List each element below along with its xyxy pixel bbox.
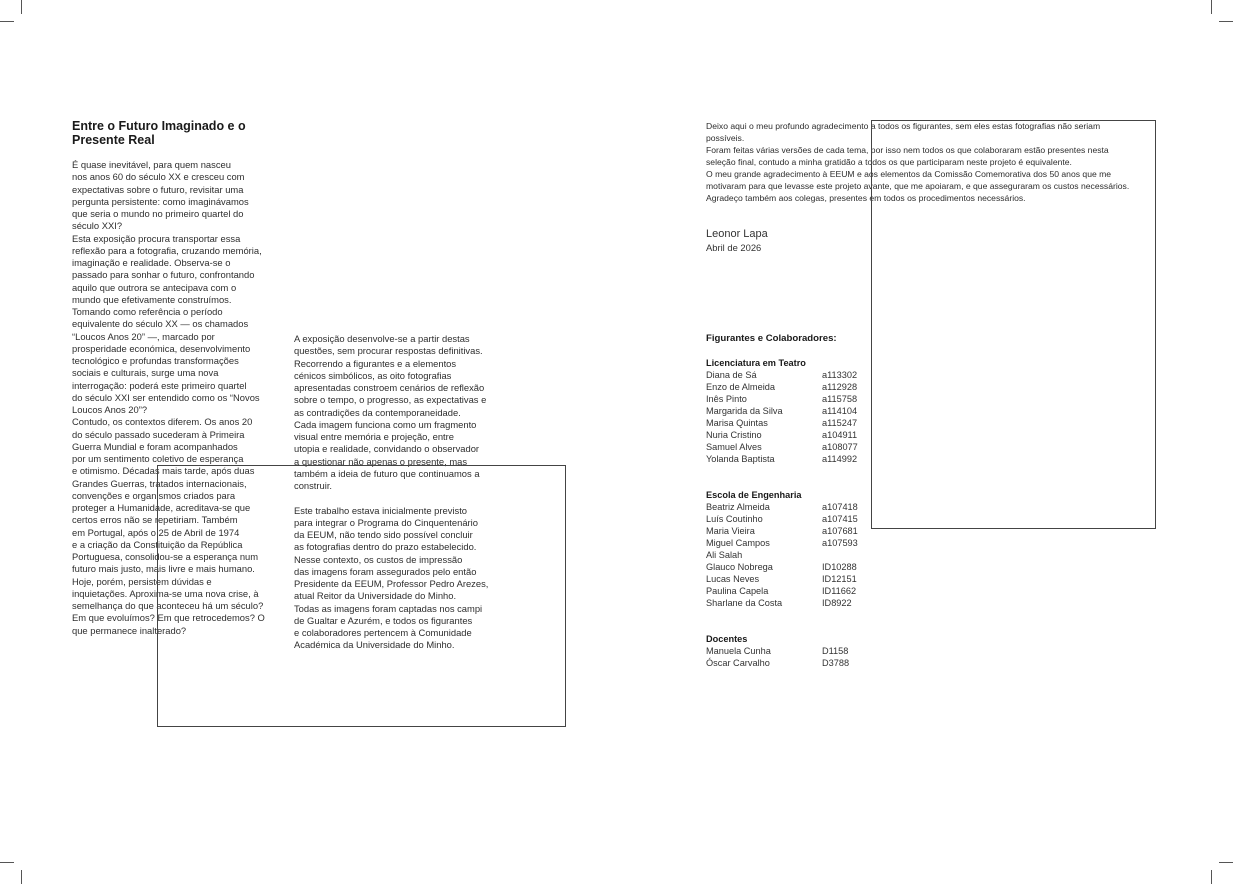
text-line: Agradeço também aos colegas, presentes em todos os procedimentos necessários. (706, 193, 1026, 203)
text-line: tecnológico e profundas transformações (72, 355, 239, 366)
text-line: Portuguesa, consolidou-se a esperança num (72, 551, 259, 562)
text-line: inquietações. Aproxima-se uma nova crise, à (72, 587, 259, 599)
person-name: Óscar Carvalho (706, 658, 770, 668)
text-line: prosperidade económica, desenvolvimento (72, 342, 251, 354)
person-code: a107415 (822, 514, 858, 524)
person-name: Samuel Alves (706, 442, 762, 452)
text-line: sobre o tempo, o progresso, as expectativas e (294, 394, 487, 406)
text-line: Loucos Anos 20”? (72, 404, 148, 415)
person-name: Diana de Sá (706, 370, 757, 380)
text-line: apresentadas constroem cenários de reflexão (294, 382, 485, 393)
text-line: proteger a Humanidade, acreditava-se que (72, 502, 251, 513)
text-line: Esta exposição procura transportar essa (72, 232, 241, 244)
crop-mark-bottom-left-h (0, 862, 14, 863)
crop-mark-bottom-right-v (1211, 870, 1212, 884)
person-code: D3788 (822, 658, 850, 668)
text-line: que permanece inalterado? (72, 624, 187, 636)
text-line: Guerra Mundial e foram acompanhados (72, 440, 238, 452)
person-code: a114104 (822, 406, 858, 416)
text-line: passado para sonhar o futuro, confrontando (72, 269, 255, 281)
text-line: as fotografias dentro do prazo estabelecido. (294, 541, 477, 553)
person-code: D1158 (822, 646, 849, 656)
person-name: Paulina Capela (706, 586, 769, 596)
person-code: a112928 (822, 382, 858, 392)
person-code: ID10288 (822, 562, 857, 572)
credit-row (706, 549, 906, 561)
credit-row (706, 657, 906, 669)
text-line: questões, sem procurar respostas definitivas. (294, 345, 483, 357)
person-name: Ali Salah (706, 550, 743, 560)
person-code: a107681 (822, 526, 858, 536)
person-name: Maria Vieira (706, 526, 755, 536)
text-line: de Gualtar e Azurém, e todos os figurantes (294, 614, 473, 626)
text-line: convenções e organismos criados para (72, 489, 236, 501)
text-line: Académica da Universidade do Minho. (294, 639, 455, 651)
text-line: para integrar o Programa do Cinquentenário (294, 516, 478, 528)
text-line: Todas as imagens foram captadas nos campi (294, 602, 483, 614)
text-line: Contudo, os contextos diferem. Os anos 20 (72, 416, 253, 428)
person-name: Manuela Cunha (706, 646, 771, 656)
credit-row (706, 573, 906, 585)
text-line: construir. (294, 480, 333, 491)
person-name: Lucas Neves (706, 574, 760, 584)
text-line: também a ideia de futuro que continuamos a (294, 467, 480, 479)
text-line: seleção final, contudo a minha gratidão a todos os que participaram neste projeto é equivalente. (706, 157, 1072, 167)
person-code: a107593 (822, 538, 858, 548)
text-line: futuro mais justo, mais livre e mais humano. (72, 563, 255, 575)
credits-title: Figurantes e Colaboradores: (706, 333, 837, 344)
text-line: que seria o mundo no primeiro quartel do (72, 208, 244, 219)
credit-row (706, 537, 906, 549)
person-code: ID11662 (822, 586, 857, 596)
person-code: a104911 (822, 430, 858, 440)
person-name: Enzo de Almeida (706, 382, 775, 392)
text-line: a questionar não apenas o presente, mas (294, 455, 468, 467)
image-frame-right (871, 120, 1156, 529)
person-name: Marisa Quintas (706, 418, 768, 428)
text-line: “Loucos Anos 20” —, marcado por (72, 330, 215, 342)
person-name: Inês Pinto (706, 394, 747, 404)
text-line: mundo que efetivamente construímos. (72, 293, 232, 305)
crop-mark-top-left-h (0, 21, 14, 22)
text-line: do século passado sucederam à Primeira (72, 428, 245, 440)
text-line: aquilo que outrora se antecipava com o (72, 281, 237, 293)
person-name: Yolanda Baptista (706, 454, 775, 464)
text-line: atual Reitor da Universidade do Minho. (294, 590, 457, 602)
credit-row (706, 561, 906, 573)
text-line: Foram feitas várias versões de cada tema, por isso nem todos os que colaboraram estão presentes nesta (706, 145, 1109, 155)
text-line: Hoje, porém, persistem dúvidas e (72, 575, 212, 587)
text-line: da EEUM, não tendo sido possível concluir (294, 529, 473, 540)
person-code: a108077 (822, 442, 858, 452)
image-frame-left (157, 465, 566, 727)
text-line: O meu grande agradecimento à EEUM e aos elementos da Comissão Comemorativa dos 50 anos que me (706, 169, 1112, 179)
person-name: Sharlane da Costa (706, 598, 783, 608)
person-code: a114992 (822, 454, 858, 464)
text-line: pergunta persistente: como imaginávamos (72, 195, 249, 207)
person-name: Luís Coutinho (706, 514, 763, 524)
text-line: semelhança do que aconteceu há um século? (72, 600, 264, 611)
text-line: nos anos 60 do século XX e cresceu com (72, 171, 245, 183)
person-code: a113302 (822, 370, 858, 380)
person-code: a107418 (822, 502, 858, 512)
text-line: as contradições da contemporaneidade. (294, 406, 461, 418)
credit-row (706, 645, 906, 657)
text-line: século XXI? (72, 220, 123, 232)
person-code: ID12151 (822, 574, 857, 584)
text-line: utopia e realidade, convidando o observador (294, 443, 480, 455)
text-line: do século XXI ser entendido como os “Novos (72, 391, 260, 403)
credits-group-docentes (706, 633, 906, 669)
text-line: Presidente da EEUM, Professor Pedro Arezes, (294, 578, 489, 589)
text-line: reflexão para a fotografia, cruzando memória, (72, 244, 262, 256)
person-code: a115247 (822, 418, 858, 428)
credit-row (706, 597, 906, 609)
signature-date: Abril de 2026 (706, 242, 762, 253)
page-title: Entre o Futuro Imaginado e o Presente Real (72, 119, 246, 147)
crop-mark-bottom-right-h (1219, 862, 1233, 863)
text-line: cénicos simbólicos, as oito fotografias (294, 369, 452, 381)
crop-mark-top-right-v (1211, 0, 1212, 14)
crop-mark-top-left-v (21, 0, 22, 14)
text-line: motivaram para que levasse este projeto avante, que me apoiaram, e que asseguraram os custos necessários. (706, 181, 1130, 191)
credits-group-title: Licenciatura em Teatro (706, 358, 806, 368)
person-name: Glauco Nobrega (706, 562, 773, 572)
text-line: Nesse contexto, os custos de impressão (294, 553, 463, 565)
text-line: Grandes Guerras, tratados internacionais, (72, 477, 247, 489)
text-line: em Portugal, após o 25 de Abril de 1974 (72, 526, 240, 538)
credit-row (706, 585, 906, 597)
credits-group-title: Docentes (706, 634, 748, 644)
text-line: Tomando como referência o período (72, 306, 223, 317)
text-line: sociais e culturais, surge uma nova (72, 367, 219, 379)
text-line: e colaboradores pertencem à Comunidade (294, 627, 472, 638)
person-name: Margarida da Silva (706, 406, 783, 416)
person-name: Miguel Campos (706, 538, 770, 548)
person-code: ID8922 (822, 598, 852, 608)
signature-name: Leonor Lapa (706, 228, 768, 240)
person-code: a115758 (822, 394, 858, 404)
text-line: certos erros não se repetiriam. Também (72, 514, 238, 526)
text-line: Recorrendo a figurantes e a elementos (294, 357, 457, 369)
text-line: A exposição desenvolve-se a partir destas (294, 333, 470, 344)
credits-group-title: Escola de Engenharia (706, 490, 802, 500)
crop-mark-top-right-h (1219, 21, 1233, 22)
text-line: das imagens foram assegurados pelo então (294, 565, 477, 577)
text-line: Cada imagem funciona como um fragmento (294, 418, 477, 430)
text-line: Deixo aqui o meu profundo agradecimento a todos os figurantes, sem eles estas fotografias não seriam (706, 121, 1101, 131)
text-line: Em que evoluímos? Em que retrocedemos? O (72, 612, 265, 624)
text-line: por um sentimento coletivo de esperança (72, 453, 244, 464)
text-line: equivalente do século XX — os chamados (72, 318, 249, 330)
text-line: visual entre memória e projeção, entre (294, 431, 454, 442)
text-line: Este trabalho estava inicialmente previsto (294, 504, 468, 516)
text-line: expectativas sobre o futuro, revisitar uma (72, 183, 244, 195)
text-line: e a criação da Constituição da República (72, 538, 243, 550)
person-name: Beatriz Almeida (706, 502, 770, 512)
text-line: e otimismo. Décadas mais tarde, após duas (72, 465, 255, 477)
text-line: interrogação: poderá este primeiro quartel (72, 379, 247, 391)
text-line: possíveis. (706, 133, 745, 143)
text-line: É quase inevitável, para quem nasceu (72, 159, 231, 170)
crop-mark-bottom-left-v (21, 870, 22, 884)
text-line: imaginação e realidade. Observa-se o (72, 257, 231, 268)
person-name: Nuria Cristino (706, 430, 762, 440)
